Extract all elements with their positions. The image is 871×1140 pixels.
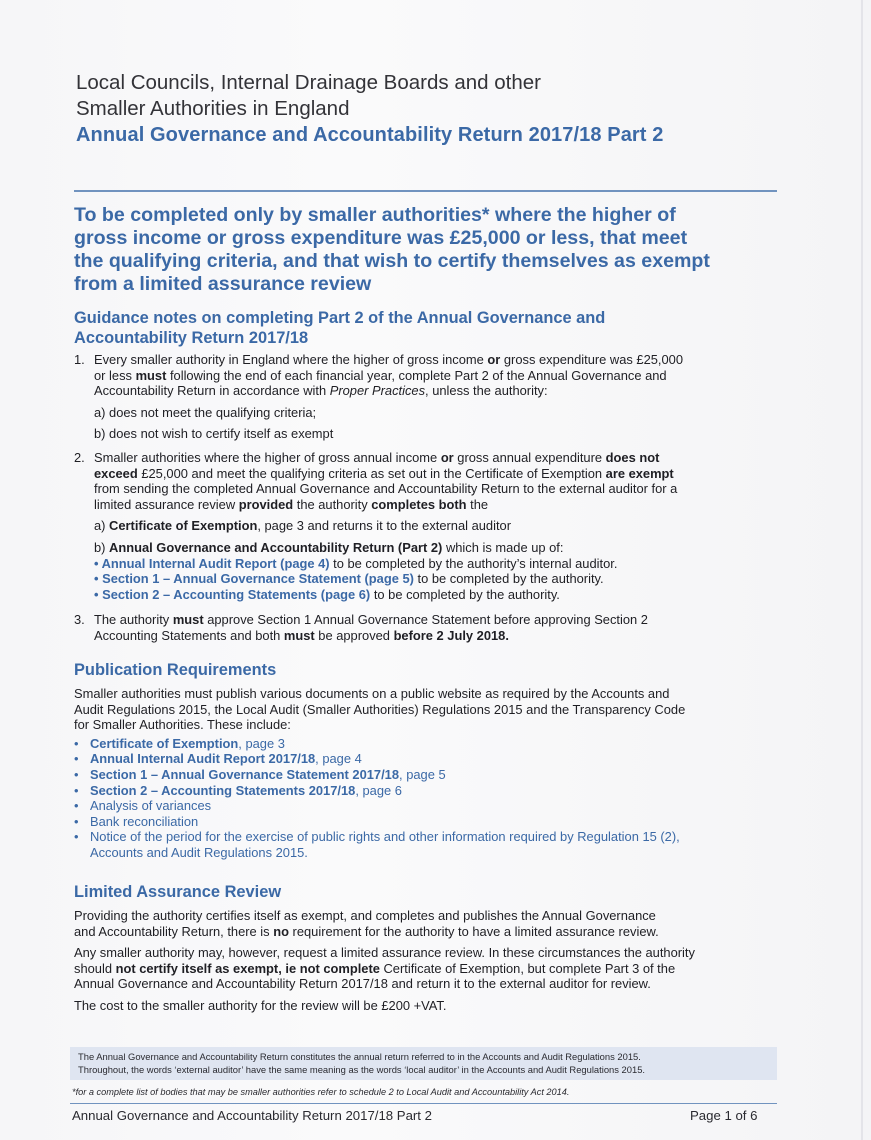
note-text bbox=[78, 1050, 778, 1076]
text-line: Every smaller authority in England where the higher of gross income or gross expenditure was £25,000 bbox=[94, 352, 684, 367]
list-item: • Notice of the period for the exercise of public rights and other information required by Regulation 15 (2), bbox=[74, 829, 680, 845]
lead-line: gross income or gross expenditure was £25,000 or less, that meet bbox=[74, 227, 688, 249]
sub-item-a: a) does not meet the qualifying criteria; bbox=[94, 404, 317, 420]
document-title: Annual Governance and Accountability Return 2017/18 Part 2 bbox=[76, 124, 664, 146]
lead-line: To be completed only by smaller authorities* where the higher of bbox=[74, 204, 676, 226]
limited-assurance-section bbox=[74, 908, 794, 1014]
footnote: *for a complete list of bodies that may be smaller authorities refer to schedule 2 to Local Audit and Accountability Act 2014. bbox=[72, 1087, 570, 1097]
page-number: Page 1 of 6 bbox=[690, 1108, 758, 1123]
text-line: exceed £25,000 and meet the qualifying criteria as set out in the Certificate of Exemption are exempt bbox=[94, 465, 674, 481]
list-item: • Analysis of variances bbox=[74, 798, 212, 814]
text-line: for Smaller Authorities. These include: bbox=[74, 717, 291, 733]
note-line: The Annual Governance and Accountability Return constitutes the annual return referred to in the Accounts and Audit Regulations 2015. bbox=[78, 1051, 641, 1062]
text-line: Providing the authority certifies itself as exempt, and completes and publishes the Annual Governance bbox=[74, 908, 656, 923]
lead-line: from a limited assurance review bbox=[74, 273, 372, 295]
text-line: Accountability Return in accordance with Proper Practices, unless the authority: bbox=[94, 383, 548, 399]
lead-statement bbox=[74, 204, 794, 296]
publication-list bbox=[74, 736, 794, 861]
sub-item-a: a) Certificate of Exemption, page 3 and returns it to the external auditor bbox=[94, 518, 512, 534]
text-line: Audit Regulations 2015, the Local Audit (Smaller Authorities) Regulations 2015 and the Transparency Code bbox=[74, 701, 686, 717]
guidance-item-3 bbox=[74, 612, 794, 643]
text-line: Accounting Statements and both must be approved before 2 July 2018. bbox=[94, 627, 509, 643]
footer-divider bbox=[70, 1103, 777, 1104]
text-line: Any smaller authority may, however, request a limited assurance review. In these circumstances the authority bbox=[74, 945, 695, 961]
text-line: limited assurance review provided the authority completes both the bbox=[94, 496, 489, 512]
guidance-heading bbox=[74, 308, 605, 348]
item-number: 2. bbox=[74, 450, 85, 465]
header-line-2: Smaller Authorities in England bbox=[76, 97, 350, 120]
text-line: The authority must approve Section 1 Annual Governance Statement before approving Section 2 bbox=[94, 612, 648, 627]
text-line: Annual Governance and Accountability Return 2017/18 and return it to the external auditor for review. bbox=[74, 976, 651, 992]
page-edge bbox=[861, 0, 863, 1140]
item-number: 1. bbox=[74, 352, 85, 367]
list-item: • Section 2 – Accounting Statements 2017/18, page 6 bbox=[74, 782, 402, 798]
sub-item-b: b) Annual Governance and Accountability Return (Part 2) which is made up of: bbox=[94, 539, 564, 555]
text-line: or less must following the end of each financial year, complete Part 2 of the Annual Governance and bbox=[94, 367, 667, 383]
list-item: • Annual Internal Audit Report 2017/18, page 4 bbox=[74, 751, 362, 767]
guidance-item-1 bbox=[74, 352, 794, 442]
list-item-continued: Accounts and Audit Regulations 2015. bbox=[90, 844, 308, 860]
limited-assurance-heading: Limited Assurance Review bbox=[74, 883, 282, 901]
text-line: Smaller authorities must publish various documents on a public website as required by the Accounts and bbox=[74, 686, 670, 701]
text-line: The cost to the smaller authority for the review will be £200 +VAT. bbox=[74, 997, 447, 1013]
text-line: Smaller authorities where the higher of gross annual income or gross annual expenditure does not bbox=[94, 450, 660, 465]
text-line: should not certify itself as exempt, ie not complete Certificate of Exemption, but complete Part 3 of the bbox=[74, 960, 676, 976]
footer-title: Annual Governance and Accountability Return 2017/18 Part 2 bbox=[72, 1108, 432, 1123]
title-divider bbox=[74, 190, 777, 192]
component-item: • Section 1 – Annual Governance Statement (page 5) to be completed by the authority. bbox=[94, 571, 604, 587]
component-item: • Section 2 – Accounting Statements (page 6) to be completed by the authority. bbox=[94, 586, 560, 602]
list-item: • Section 1 – Annual Governance Statement 2017/18, page 5 bbox=[74, 766, 446, 782]
publication-heading: Publication Requirements bbox=[74, 661, 277, 679]
list-item: • Bank reconciliation bbox=[74, 813, 199, 829]
lead-line: the qualifying criteria, and that wish to certify themselves as exempt bbox=[74, 250, 710, 272]
guidance-item-2 bbox=[74, 450, 794, 602]
note-line: Throughout, the words ‘external auditor’ have the same meaning as the words ‘local auditor’ in the Accounts and Audit Regulations 2015. bbox=[78, 1064, 646, 1075]
heading-line: Accountability Return 2017/18 bbox=[74, 329, 309, 347]
sub-item-b: b) does not wish to certify itself as exempt bbox=[94, 426, 334, 442]
publication-section bbox=[74, 686, 794, 861]
item-number: 3. bbox=[74, 612, 85, 627]
text-line: and Accountability Return, there is no requirement for the authority to have a limited assurance review. bbox=[74, 923, 659, 939]
component-item: • Annual Internal Audit Report (page 4) to be completed by the authority’s internal auditor. bbox=[94, 555, 618, 571]
heading-line: Guidance notes on completing Part 2 of the Annual Governance and bbox=[74, 309, 606, 327]
header-subtitle bbox=[76, 70, 541, 122]
list-item: • Certificate of Exemption, page 3 bbox=[74, 735, 285, 751]
header-line-1: Local Councils, Internal Drainage Boards and other bbox=[76, 71, 541, 94]
text-line: from sending the completed Annual Governance and Accountability Return to the external auditor for a bbox=[94, 481, 678, 497]
